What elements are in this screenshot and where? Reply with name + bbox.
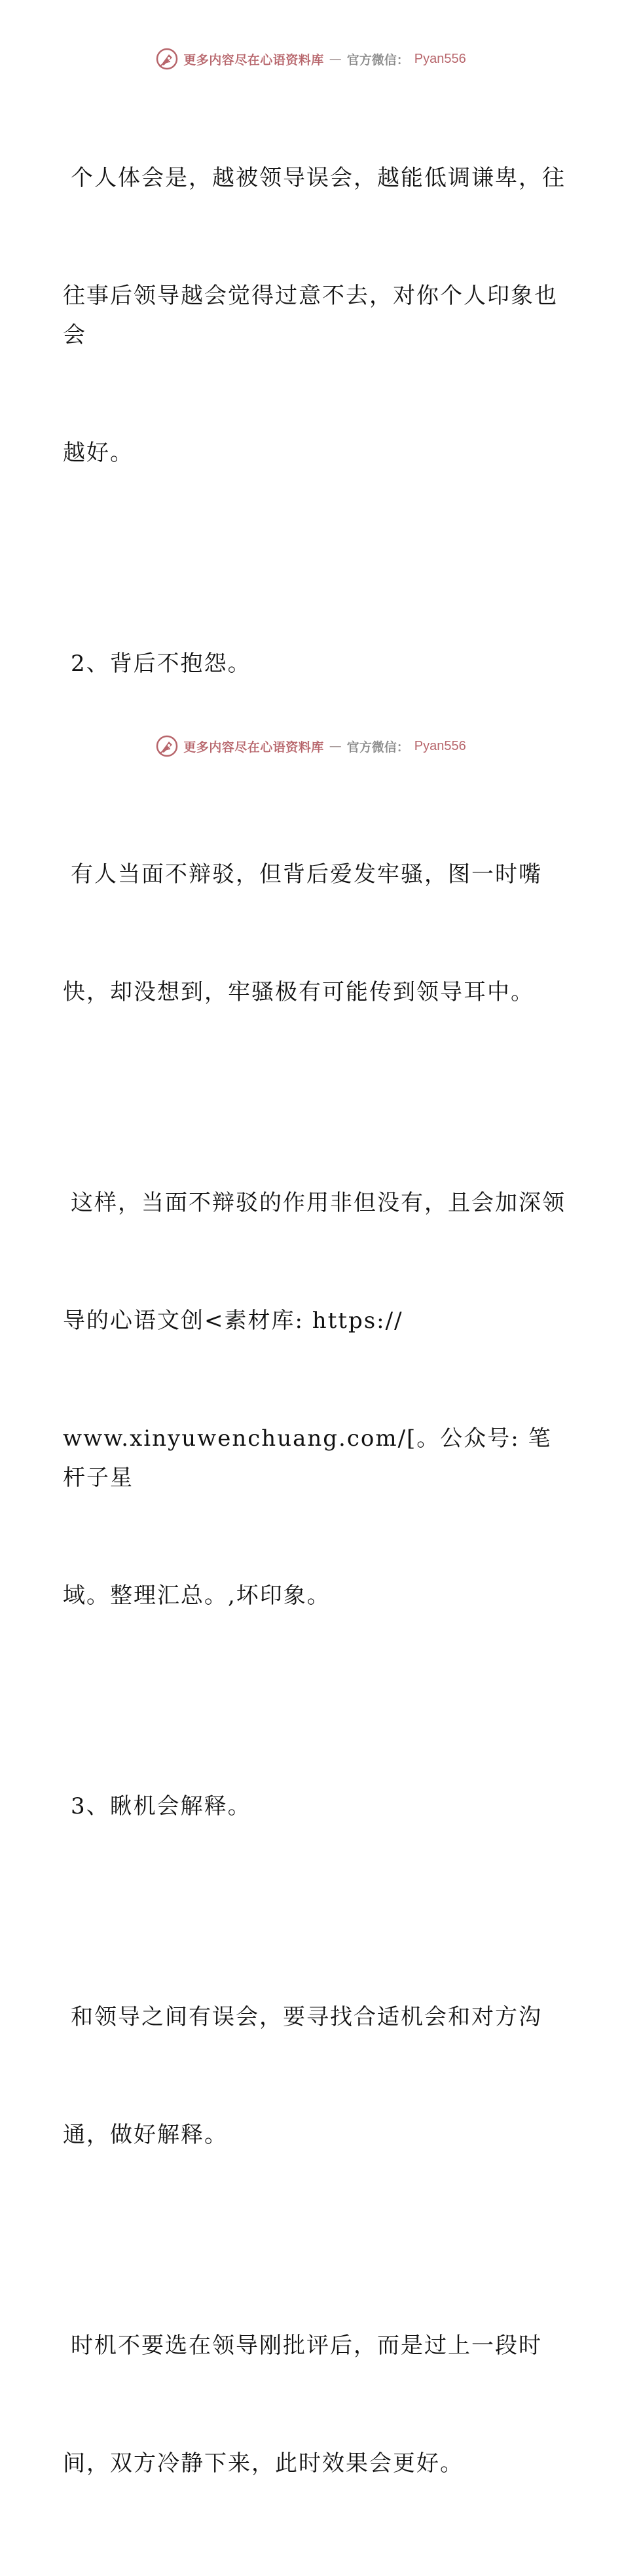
paragraph-timing (63, 2247, 567, 2562)
footer-watermark (0, 733, 622, 759)
watermark-official-label: 官方微信： (346, 52, 409, 67)
watermark-handle: Pyan556 (414, 51, 466, 66)
text-line: 个人体会是，越被领导误会，越能低调谦卑，往 (71, 165, 566, 191)
watermark-text: 更多内容尽在心语资料库 (183, 52, 324, 67)
text-line: 2、背后不抱怨。 (71, 651, 251, 677)
watermark-text: 更多内容尽在心语资料库 (183, 740, 324, 755)
text-line: 3、瞅机会解释。 (71, 1793, 251, 1819)
header-watermark (0, 46, 622, 72)
text-line: 有人当面不辩驳，但背后爱发牢骚，图一时嘴 (71, 861, 542, 887)
paragraph-bad-impression (63, 1105, 567, 1694)
watermark-separator: — (329, 739, 342, 753)
watermark-handle: Pyan556 (414, 738, 466, 753)
fountain-pen-nib-icon (156, 48, 178, 70)
paragraph-communicate (63, 1919, 567, 2233)
fountain-pen-nib-icon (156, 735, 178, 757)
watermark-official-label: 官方微信： (346, 740, 409, 755)
text-line: 这样，当面不辩驳的作用非但没有，且会加深领 (71, 1190, 566, 1216)
text-line: 快，却没想到，牢骚极有可能传到领导耳中。 (63, 979, 534, 1005)
text-line: 和领导之间有误会，要寻找合适机会和对方沟 (71, 2004, 542, 2030)
text-line: 时机不要选在领导刚批评后，而是过上一段时 (71, 2333, 542, 2359)
text-line: 通，做好解释。 (63, 2122, 228, 2148)
text-line: 导的心语文创<素材库: https:// (63, 1308, 403, 1334)
heading-find-chance-explain (63, 1708, 567, 1905)
text-line: 间，双方冷静下来，此时效果会更好。 (63, 2450, 464, 2477)
paragraph-personal-experience (63, 80, 567, 551)
document-body (63, 80, 567, 2576)
paragraph-complaints (63, 776, 567, 1090)
text-line: 域。整理汇总。,坏印象。 (63, 1583, 331, 1609)
text-line: 越好。 (63, 440, 134, 466)
text-line: www.xinyuwenchuang.com/[。公众号: 笔杆子星 (63, 1425, 552, 1491)
heading-no-complaining (63, 565, 567, 762)
text-line: 往事后领导越会觉得过意不去，对你个人印象也会 (63, 283, 558, 348)
watermark-separator: — (329, 52, 342, 66)
